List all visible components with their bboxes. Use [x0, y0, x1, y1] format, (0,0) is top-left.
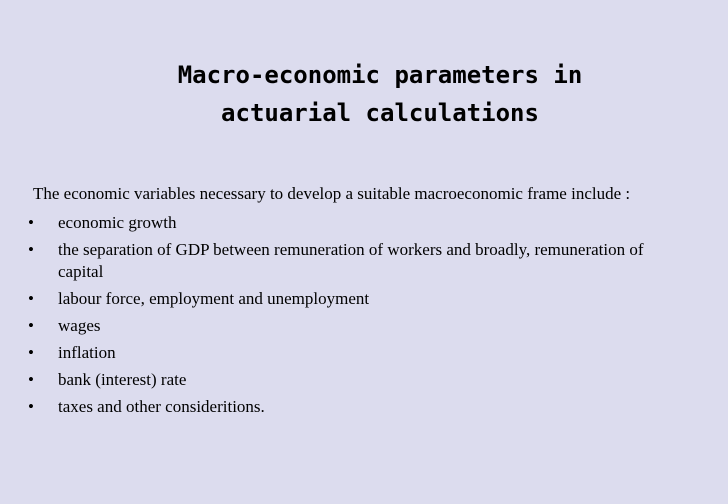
list-item-text: economic growth: [58, 213, 177, 232]
list-item: [28, 239, 718, 283]
slide-title-line-2: actuarial calculations: [221, 99, 539, 127]
list-item-text: inflation: [58, 343, 116, 362]
intro-text: The economic variables necessary to develop a suitable macroeconomic frame include :: [33, 184, 631, 203]
bullet-icon: •: [28, 316, 34, 335]
slide-title-line-1: Macro-economic parameters in: [177, 61, 583, 89]
list-item: [28, 342, 718, 364]
list-item-text: labour force, employment and unemployment: [58, 289, 370, 308]
bullet-icon: •: [28, 213, 34, 232]
bullet-list: [28, 212, 718, 423]
bullet-icon: •: [28, 397, 34, 416]
bullet-icon: •: [28, 240, 34, 259]
bullet-icon: •: [28, 370, 34, 389]
list-item: [28, 396, 718, 418]
list-item: [28, 315, 718, 337]
list-item-text: taxes and other consideritions.: [58, 397, 265, 416]
bullet-icon: •: [28, 343, 34, 362]
list-item-text: the separation of GDP between remuneration of workers and broadly, remuneration of: [58, 240, 644, 259]
list-item-text: wages: [58, 316, 101, 335]
list-item-text-continued: capital: [58, 262, 104, 281]
list-item: [28, 212, 718, 234]
list-item: [28, 369, 718, 391]
list-item: [28, 288, 718, 310]
bullet-icon: •: [28, 289, 34, 308]
slide-title: [100, 56, 660, 132]
list-item-text: bank (interest) rate: [58, 370, 187, 389]
